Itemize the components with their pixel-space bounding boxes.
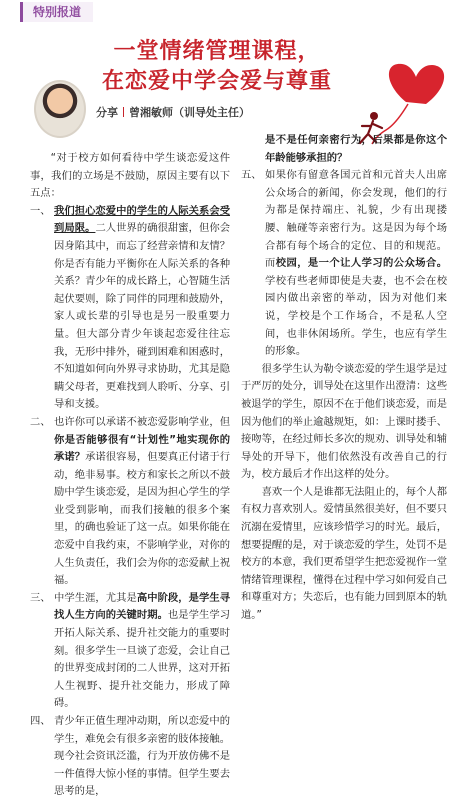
point-body: 青少年正值生理冲动期，所以恋爱中的学生，难免会有很多亲密的肢体接触。现今社会资讯泛滥，行为开放仿佛不是一件值得大惊小怪的事情。但学生要去思考的是，: [54, 715, 230, 798]
point-number: 二、: [30, 415, 51, 428]
author-photo: [34, 80, 86, 138]
point-emphasis: 高中阶段，是学生寻找人生方向的关键时期。: [54, 591, 231, 622]
point-emphasis: 我们担心恋爱中的学生的人际关系会受到局限。: [54, 204, 230, 235]
point-text: [54, 713, 230, 801]
author-byline: [96, 104, 250, 120]
discipline-paragraph: 很多学生认为勒令谈恋爱的学生退学是过于严厉的处分，训导处在这里作出澄清：这些被退学的学生，原因不在于他们谈恋爱，而是因为他们的举止逾越规矩，如：上课时搂手、接吻等，在经过师长多次的规劝、训导处和辅导处的开导下，他们依然没有改善自己的行为，校方最后才作出这样的处分。: [241, 362, 447, 481]
article-column-left: [30, 150, 230, 801]
point-emphasis: 校园，是一个让人学习的公众场合。: [275, 257, 448, 270]
point-body: 中学生涯，尤其是: [54, 591, 137, 604]
section-tag: 特别报道: [20, 2, 93, 22]
point-body: 承诺很容易，但要真正付诸于行动，绝非易事。校方和家长之所以不鼓励中学生谈恋爱，是因为担心学生的学业受到影响，而我们接触的很多个案里，的确也验证了这一点。如果你能在恋爱中自我约束，不影响学业，对你的人生负责任，我们会为你的恋爱献上祝福。: [54, 451, 231, 587]
point-4: [30, 713, 230, 801]
point-text: [54, 414, 230, 590]
point-number: 一、: [30, 204, 51, 217]
point-text: [265, 167, 447, 361]
point-number: 三、: [30, 591, 51, 604]
article-title: [92, 36, 342, 96]
author-label: 分享: [96, 106, 118, 119]
intro-paragraph: “对于校方如何看待中学生谈恋爱这件事，我们的立场是不鼓励，原因主要有以下五点：: [30, 152, 230, 200]
point-body: 二人世界的确很甜蜜，但你会因身陷其中，而忘了经营亲情和友情？你是否有能力平衡你在人际关系的各种关系？青少年的成长路上，心智随生活起伏要则，除了同伴的同理和鼓励外，家人或长辈的引导也是另一股重要力量。但大部分青少年谈起恋爱往往忘我，无形中排外，碰到困难和困惑时，不知道如何向外界寻求协助，尤其是隐瞒父母者，更难找到人聆听、分享、引导和支援。: [54, 222, 231, 411]
byline-divider: [123, 107, 124, 117]
point-text: [54, 590, 230, 713]
header-band: [0, 0, 462, 24]
article-column-right: [241, 132, 447, 625]
point-body: 也许你可以承诺不被恋爱影响学业，但: [54, 415, 230, 428]
point-number: 五、: [241, 169, 262, 182]
author-name: 曾湘敏师（训导处主任）: [129, 106, 250, 119]
point-body: 学校有些老师即使是夫妻，也不会在校园内做出亲密的举动，因为对他们来说，学校是个工作场合，不是私人空间，也非休闲场所。学生，也应有学生的形象。: [265, 274, 447, 358]
point-number: 四、: [30, 715, 51, 727]
title-line-1: 一堂情绪管理课程，: [113, 38, 321, 64]
point-body: 也是学生学习开拓人际关系、提升社交能力的重要时刻。很多学生一旦谈了恋爱，会让自己的世界变成封闭的二人世界，这对开拓人生视野、提升社交能力，形成了障碍。: [54, 609, 231, 710]
point-2: [30, 414, 230, 590]
point-emphasis: 是不是任何亲密行为，后果都是你这个年龄能够承担的？: [265, 134, 447, 164]
point-emphasis: 你是否能够很有“计划性”地实现你的承诺？: [54, 433, 230, 464]
point-body: 如果你有留意各国元首和元首夫人出席公众场合的新闻，你会发现，他们的行为都是保持端庄、礼貌，少有出现搂腰、触碰等亲密行为。这是因为每个场合都有每个场合的定位、目的和规范。而: [265, 169, 447, 270]
title-line-2: 在恋爱中学会爱与尊重: [101, 68, 332, 94]
point-text: [54, 203, 230, 414]
point-4-continued: [241, 132, 447, 167]
point-5: [241, 167, 447, 361]
point-1: [30, 203, 230, 414]
closing-paragraph: 喜欢一个人是谁都无法阻止的，每个人都有权力喜欢别人。爱情虽然很美好，但不要只沉溺在爱情里，应该珍惜学习的时光。最后，想要提醒的是，对于谈恋爱的学生，处罚不是校方的本意，我们更希望学生把恋爱视作一堂情绪管理课程，懂得在过程中学习如何爱自己和尊重对方；失恋后，也有能力回到原本的轨道。”: [241, 485, 447, 622]
point-3: [30, 590, 230, 713]
